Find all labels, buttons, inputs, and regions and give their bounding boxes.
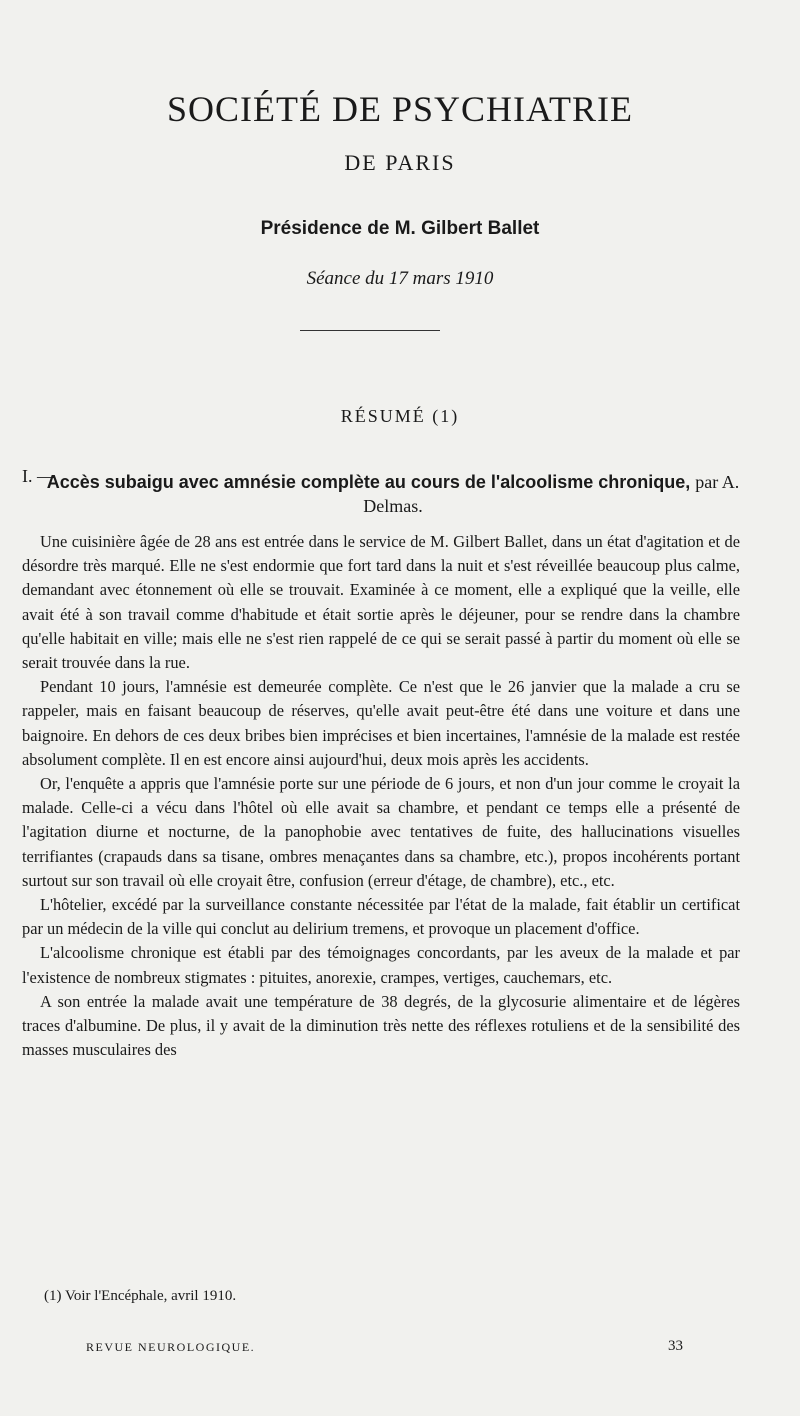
article-body [22,530,740,1062]
section-title: Accès subaigu avec amnésie complète au cours de l'alcoolisme chronique, [46,472,691,492]
journal-name: REVUE NEUROLOGIQUE. [86,1340,256,1354]
seance-date: Séance du 17 mars 1910 [306,268,494,289]
section-author: par A. Delmas. [363,472,740,516]
paragraph: A son entrée la malade avait une température de 38 degrés, de la glycosurie alimentaire et de légères traces d'albumine. De plus, il y avait de la diminution très nette des réflexes rotuliens et de la sensibilité des masses musculaires des [22,991,740,1060]
section-title-block [36,470,750,518]
paragraph: Or, l'enquête a appris que l'amnésie porte sur une période de 6 jours, et non d'un jour comme le croyait la malade. Celle-ci a vécu dans l'hôtel où elle avait sa chambre, et pendant ce temps elle a présenté de l'agitation diurne et nocturne, de la panophobie avec tentatives de fuite, des hallucinations visuelles terrifiantes (crapauds dans sa tisane, ombres menaçantes dans sa chambre, etc.), propos incohérents portant surtout sur son travail où elle croyait être, confusion (erreur d'étage, de chambre), etc., etc. [22,774,740,890]
paragraph: Pendant 10 jours, l'amnésie est demeurée complète. Ce n'est que le 26 janvier que la malade a cru se rappeler, mais en faisant beaucoup de réserves, qu'elle avait peut-être été dans une voiture et dans une baignoire. En dehors de ces deux bribes bien imprécises et bien incertaines, l'amnésie de la malade est restée absolument complète. Il en est encore ainsi aujourd'hui, deux mois après les accidents. [22,677,740,769]
paragraph: Une cuisinière âgée de 28 ans est entrée dans le service de M. Gilbert Ballet, dans un état d'agitation et de désordre très marqué. Elle ne s'est endormie que fort tard dans la nuit et s'est réveillée beaucoup plus calme, demandant avec étonnement où elle se trouvait. Examinée à ce moment, elle a expliqué que la veille, elle avait été à son travail comme d'habitude et était sortie après le déjeuner, pour se rendre dans la chambre qu'elle habitait en ville; mais elle ne s'est rien rappelé de ce qui se serait passé à partir du moment où elle se serait trouvée dans la rue. [22,532,740,673]
section-number: I. — [22,466,55,486]
society-title: SOCIÉTÉ DE PSYCHIATRIE [166,89,633,129]
resume-heading: RÉSUMÉ (1) [340,406,460,426]
section-heading [22,466,750,518]
footnote: (1) Voir l'Encéphale, avril 1910. [44,1288,237,1304]
paragraph: L'hôtelier, excédé par la surveillance constante nécessitée par l'état de la malade, fait établir un certificat par un médecin de la ville qui conclut au delirium tremens, et provoque un placement d'office. [22,895,740,939]
separator-rule [300,330,440,331]
society-subtitle: DE PARIS [344,150,456,175]
paragraph: L'alcoolisme chronique est établi par des témoignages concordants, par les aveux de la malade et par l'existence de nombreux stigmates : pituites, anorexie, crampes, vertiges, cauchemars, etc. [22,943,740,987]
presidence-line: Présidence de M. Gilbert Ballet [260,218,540,239]
page-number: 33 [668,1338,683,1354]
